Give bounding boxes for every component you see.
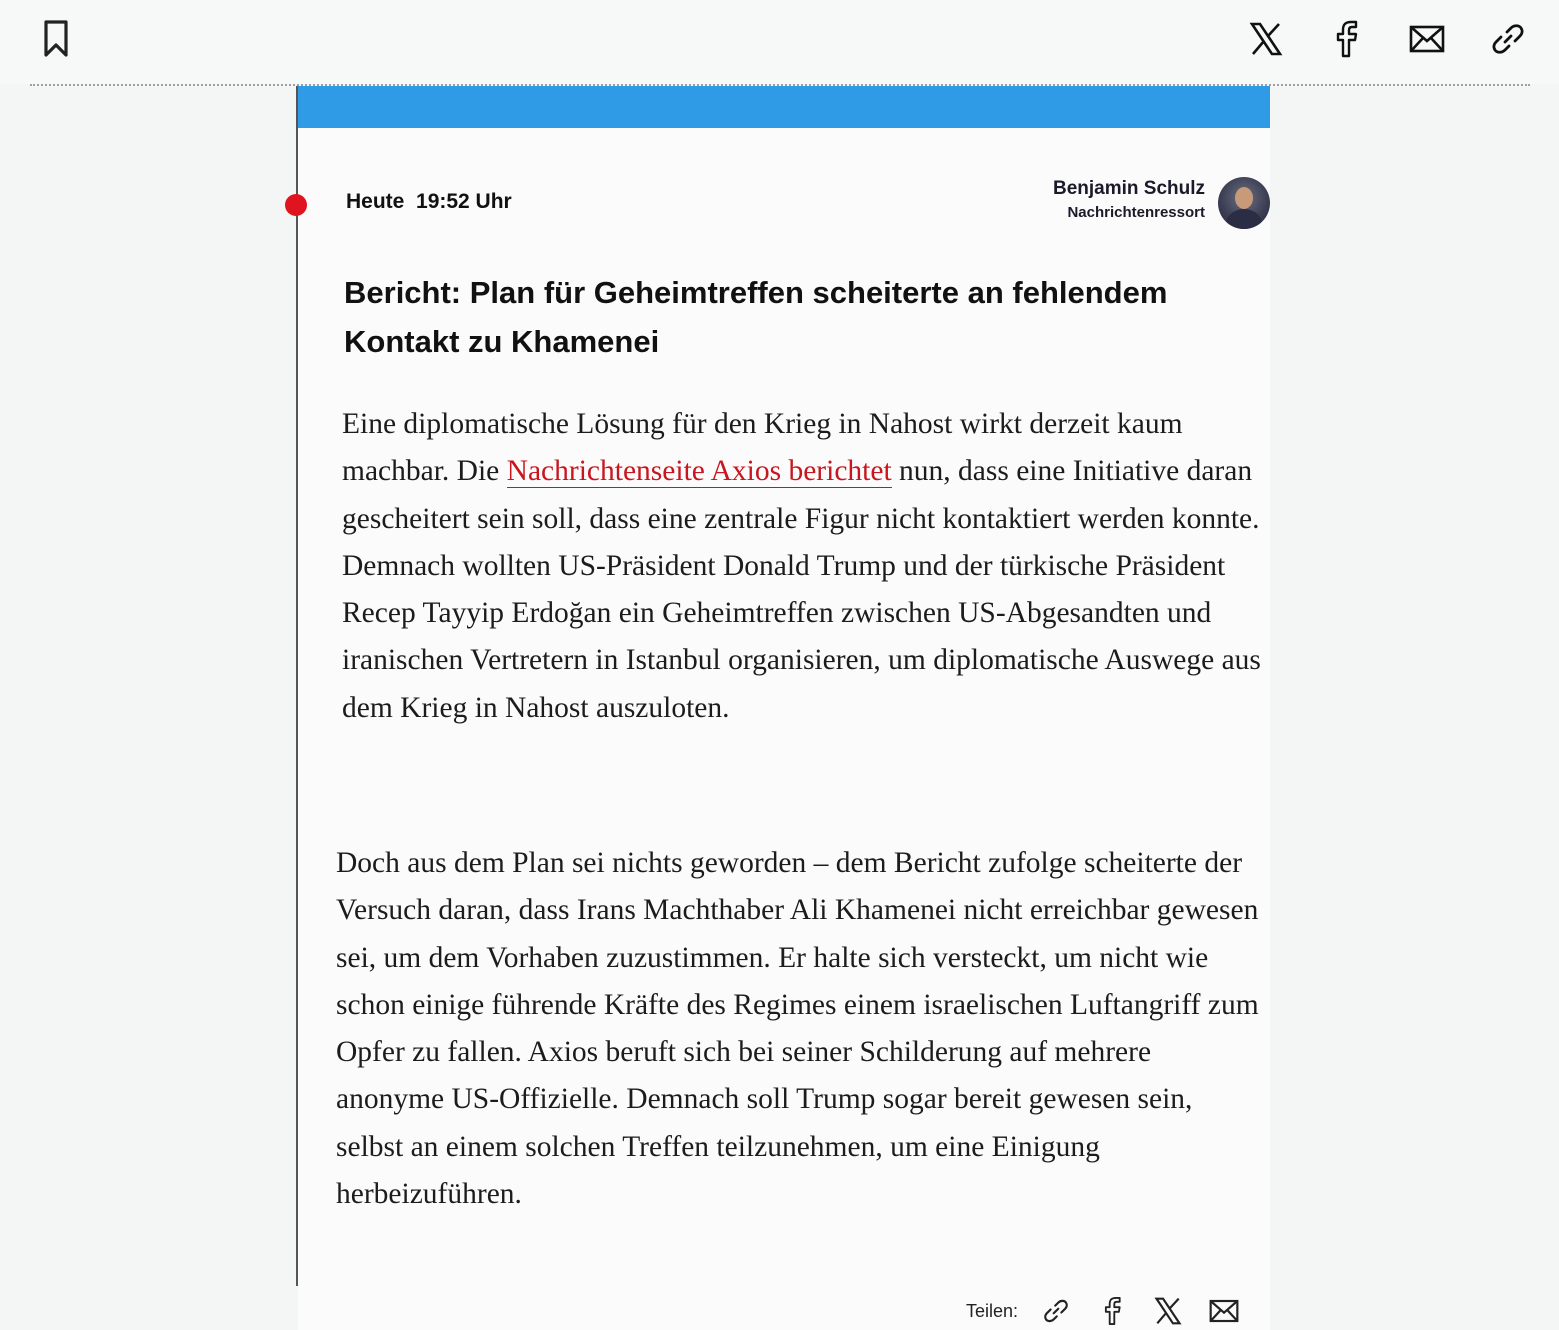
- timeline-line: [296, 86, 298, 1286]
- author-block: [1053, 178, 1205, 221]
- bookmark-icon[interactable]: [31, 14, 81, 64]
- author-department: Nachrichtenressort: [1067, 204, 1205, 221]
- share-facebook-icon[interactable]: [1092, 1296, 1132, 1326]
- share-bar: [966, 1296, 1260, 1326]
- mail-icon[interactable]: [1402, 14, 1452, 64]
- paragraph-1-text-after: nun, dass eine Initiative daran gescheitert sein soll, dass eine zentrale Figur nicht kontaktiert werden konnte. Demnach wollten US-Präsident Donald Trump und der türkische Präsident Recep Tayyip Erdoğan ein Geheimtreffen zwischen US-Abgesandten und iranischen Vertretern in Istanbul organisieren, um diplomatische Auswege aus dem Krieg in Nahost auszuloten.: [342, 455, 1261, 724]
- share-x-icon[interactable]: [1148, 1296, 1188, 1326]
- article-paragraph-1: [342, 401, 1267, 732]
- author-name[interactable]: Benjamin Schulz: [1052, 178, 1205, 199]
- timeline-dot: [285, 194, 307, 216]
- article-time: Heute 19:52 Uhr: [346, 190, 512, 213]
- share-label: Teilen:: [966, 1300, 1019, 1321]
- article-accent-bar: [298, 86, 1270, 128]
- share-mail-icon[interactable]: [1204, 1296, 1244, 1326]
- paragraph-1-text-before: Eine diplomatische Lösung für den Krieg in Nahost wirkt derzeit kaum machbar. Die: [342, 408, 1183, 488]
- facebook-icon[interactable]: [1321, 14, 1371, 64]
- axios-link[interactable]: Nachrichtenseite Axios berichtet: [506, 455, 892, 488]
- share-link-icon[interactable]: [1036, 1296, 1076, 1326]
- link-icon[interactable]: [1483, 14, 1533, 64]
- avatar[interactable]: [1218, 177, 1270, 229]
- x-icon[interactable]: [1241, 14, 1291, 64]
- article-headline: Bericht: Plan für Geheimtreffen scheiterte an fehlendem Kontakt zu Khamenei: [344, 275, 1168, 359]
- article-paragraph-2: Doch aus dem Plan sei nichts geworden – dem Bericht zufolge scheiterte der Versuch daran, dass Irans Machthaber Ali Khamenei nicht erreichbar gewesen sei, um dem Vorhaben zuzustimmen. Er halte sich versteckt, um nicht wie schon einige führende Kräfte des Regimes einem israelischen Luftangriff zum Opfer zu fallen. Axios beruft sich bei seiner Schilderung auf mehrere anonyme US-Offizielle. Demnach soll Trump sogar bereit gewesen sein, selbst an einem solchen Treffen teilzunehmen, um eine Einigung herbeizuführen.: [336, 847, 1259, 1211]
